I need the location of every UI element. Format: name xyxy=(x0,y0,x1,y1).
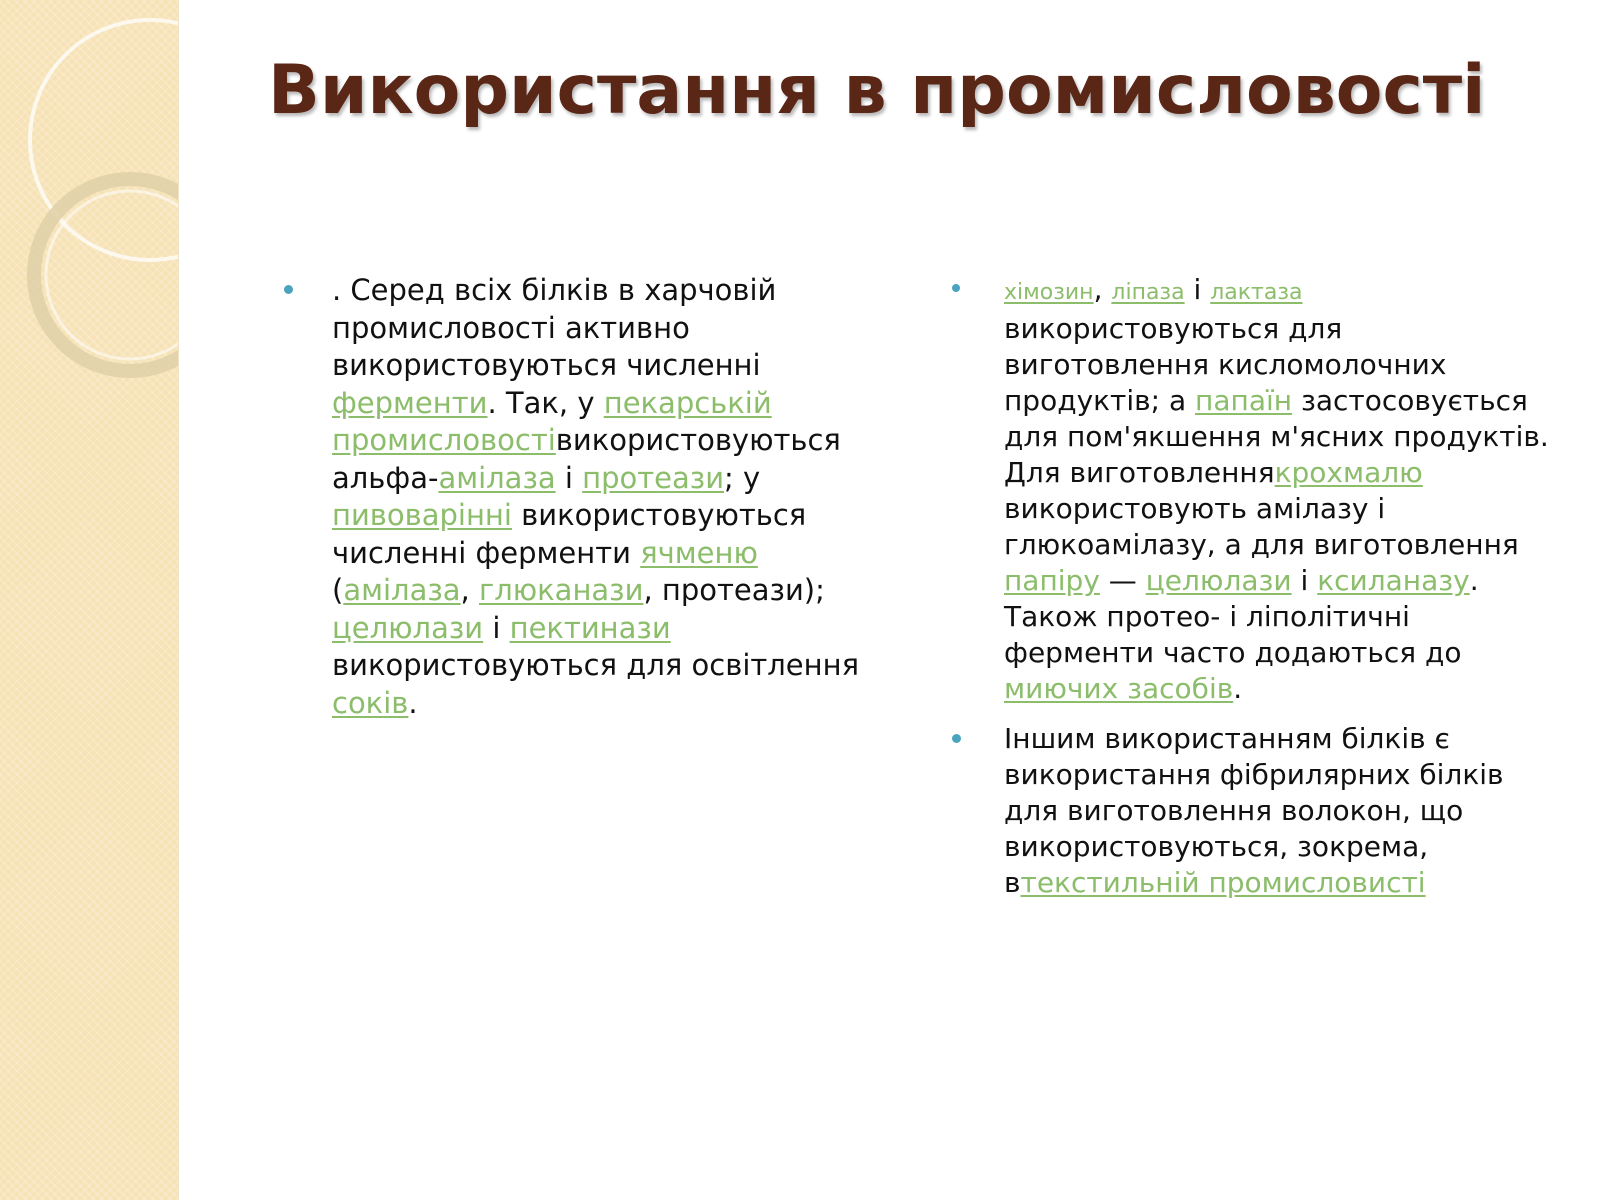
text-segment: використовуються для виготовлення кисломолочних продуктів; а xyxy=(1004,312,1447,417)
text-segment: , xyxy=(460,573,479,607)
link-textile-industry[interactable]: текстильній промисловисті xyxy=(1020,866,1426,899)
text-segment: ; у xyxy=(724,460,761,495)
text-segment: ( xyxy=(332,573,344,607)
list-item xyxy=(952,272,1552,707)
link-amylase[interactable]: амілаза xyxy=(438,460,556,495)
link-juices[interactable]: соків xyxy=(332,685,409,720)
link-chymosin[interactable]: хімозин xyxy=(1004,280,1094,305)
text-segment: використовуються для освітлення xyxy=(332,648,860,682)
list-item xyxy=(952,721,1552,901)
link-brewing[interactable]: пивоварінні xyxy=(332,498,512,532)
link-cellulases[interactable]: целюлази xyxy=(1145,564,1292,597)
link-lactase[interactable]: лактаза xyxy=(1210,280,1303,305)
bullet-icon xyxy=(284,285,293,294)
text-segment: і xyxy=(1184,273,1211,306)
link-pectinases[interactable]: пектинази xyxy=(509,610,671,645)
text-segment: . xyxy=(1233,672,1243,705)
text-segment: . xyxy=(408,685,418,720)
link-paper[interactable]: папіру xyxy=(1004,564,1100,597)
text-segment: , xyxy=(1093,273,1112,306)
link-papain[interactable]: папаїн xyxy=(1195,384,1293,417)
decorative-side-panel xyxy=(0,0,179,1200)
link-xylanase[interactable]: ксиланазу xyxy=(1317,564,1470,597)
decorative-rings xyxy=(0,0,178,1200)
text-segment: застосовується для пом'якшення м'ясних продуктів. Для виготовлення xyxy=(1004,384,1549,489)
bullet-icon xyxy=(952,284,960,292)
right-content-column xyxy=(952,272,1552,915)
text-segment: . Також протео- і ліполітичні ферменти часто додаються до xyxy=(1004,564,1479,669)
text-segment: використовують амілазу і глюкоамілазу, а для виготовлення xyxy=(1004,492,1519,561)
link-starch[interactable]: крохмалю xyxy=(1274,456,1423,489)
link-detergents[interactable]: миючих засобів xyxy=(1004,672,1234,705)
text-segment: використовуються численні ферменти xyxy=(332,498,807,570)
text-segment: . Серед всіх білків в харчовій промисловості активно використовуються численні xyxy=(332,273,777,382)
text-segment: , протеази); xyxy=(643,573,825,607)
text-segment: — xyxy=(1099,564,1146,597)
text-segment: і xyxy=(555,460,583,495)
link-lipase[interactable]: ліпаза xyxy=(1111,280,1185,305)
bullet-icon xyxy=(952,734,961,743)
link-barley[interactable]: ячменю xyxy=(640,535,758,570)
text-segment: використовуються альфа- xyxy=(332,423,841,495)
list-item xyxy=(284,272,890,722)
left-content-column xyxy=(284,272,890,736)
bullet-text xyxy=(1004,721,1552,901)
link-fermenty[interactable]: ферменти xyxy=(332,385,488,420)
link-bakery-industry[interactable]: пекарській промисловості xyxy=(332,385,772,457)
text-segment: Іншим використанням білків є використання фібрилярних білків для виготовлення волокон, що використовуються, зокрема, в xyxy=(1004,722,1504,899)
link-glucanases[interactable]: глюканази xyxy=(478,573,644,607)
link-proteases[interactable]: протеази xyxy=(582,460,725,495)
text-segment: . Так, у xyxy=(487,385,604,420)
link-cellulases[interactable]: целюлази xyxy=(332,610,484,645)
text-segment: і xyxy=(1291,564,1318,597)
link-amylase-2[interactable]: амілаза xyxy=(343,573,461,607)
bullet-text xyxy=(1004,272,1552,707)
text-segment: і xyxy=(483,610,510,645)
slide-title: Використання в промисловості xyxy=(268,51,1486,130)
bullet-text xyxy=(332,272,890,722)
